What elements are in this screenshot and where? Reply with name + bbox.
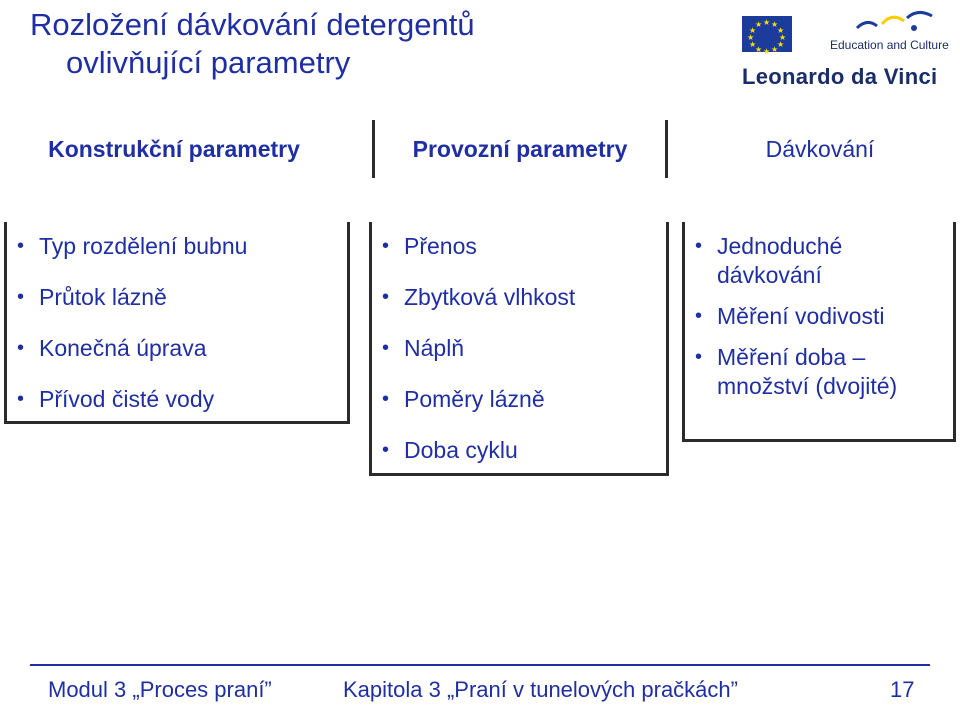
list-item: • Jednoduché dávkování — [695, 232, 953, 290]
list-item: • Přenos — [382, 232, 575, 261]
list-item: • Náplň — [382, 334, 575, 363]
construction-parameters-list — [17, 232, 247, 436]
list-item: • Poměry lázně — [382, 385, 575, 414]
column-heading-operation: Provozní parametry — [372, 120, 668, 178]
operation-parameters-list — [382, 232, 575, 487]
footer-divider — [30, 664, 930, 666]
footer-chapter: Kapitola 3 „Praní v tunelových pračkách” — [343, 677, 738, 702]
construction-parameters-box — [4, 222, 350, 424]
list-item: • Typ rozdělení bubnu — [17, 232, 247, 261]
column-heading-construction: Konstrukční parametry — [48, 135, 300, 162]
title-line-2: ovlivňující parametry — [66, 45, 351, 80]
dosing-box — [682, 222, 956, 442]
footer-module: Modul 3 „Proces praní” — [48, 677, 272, 702]
list-item: • Konečná úprava — [17, 334, 247, 363]
logo-subtitle: Education and Culture — [830, 38, 949, 52]
list-item: • Měření vodivosti — [695, 302, 953, 331]
list-item: • Doba cyklu — [382, 436, 575, 465]
list-item: • Přívod čisté vody — [17, 385, 247, 414]
dosing-list — [695, 232, 953, 413]
slide-title — [30, 6, 475, 82]
leonardo-logo — [742, 6, 952, 92]
eu-flag-icon: ★ ★ ★ ★ ★ ★ ★ ★ ★ ★ ★ ★ — [742, 16, 792, 52]
logo-program-name: Leonardo da Vinci — [742, 64, 938, 89]
column-heading-dosing: Dávkování — [765, 135, 875, 162]
list-item: • Průtok lázně — [17, 283, 247, 312]
operation-parameters-box — [369, 222, 669, 476]
list-item: • Zbytková vlhkost — [382, 283, 575, 312]
page-number: 17 — [890, 677, 915, 702]
title-line-1: Rozložení dávkování detergentů — [30, 7, 475, 42]
birds-icon — [852, 6, 942, 36]
list-item: • Měření doba – množství (dvojité) — [695, 343, 953, 401]
